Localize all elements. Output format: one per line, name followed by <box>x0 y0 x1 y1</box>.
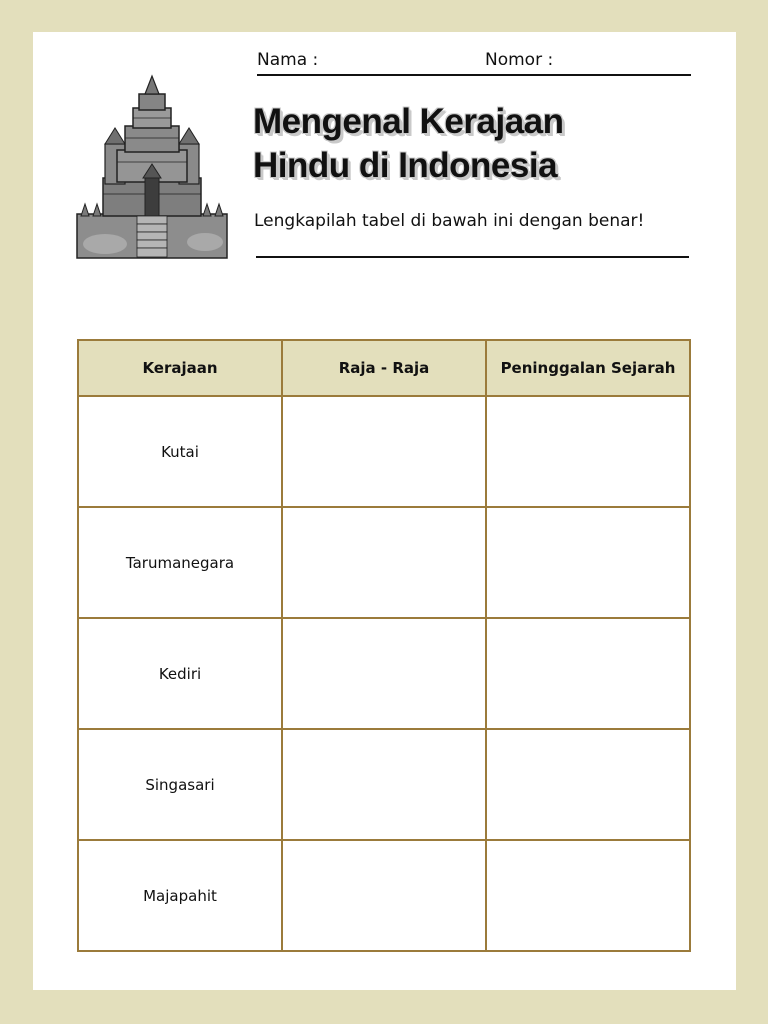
nomor-label: Nomor : <box>485 50 554 70</box>
table-row <box>78 396 690 507</box>
table-row <box>78 507 690 618</box>
column-header-raja: Raja - Raja <box>282 340 486 396</box>
kingdom-name-cell: Kutai <box>78 396 282 507</box>
peninggalan-answer-cell[interactable] <box>486 396 690 507</box>
raja-answer-cell[interactable] <box>282 729 486 840</box>
peninggalan-answer-cell[interactable] <box>486 618 690 729</box>
column-header-kerajaan: Kerajaan <box>78 340 282 396</box>
table-row <box>78 729 690 840</box>
kingdom-name-cell: Kediri <box>78 618 282 729</box>
raja-answer-cell[interactable] <box>282 618 486 729</box>
table-row <box>78 840 690 951</box>
peninggalan-answer-cell[interactable] <box>486 507 690 618</box>
peninggalan-answer-cell[interactable] <box>486 840 690 951</box>
peninggalan-answer-cell[interactable] <box>486 729 690 840</box>
worksheet-title <box>253 100 564 188</box>
nama-label: Nama : <box>257 50 319 70</box>
worksheet-page <box>33 32 736 990</box>
raja-answer-cell[interactable] <box>282 396 486 507</box>
name-number-line[interactable] <box>257 50 691 76</box>
instruction-text: Lengkapilah tabel di bawah ini dengan benar! <box>254 211 645 231</box>
table-header-row <box>78 340 690 396</box>
kingdom-table <box>77 339 691 952</box>
temple-icon <box>75 74 229 260</box>
table-row <box>78 618 690 729</box>
raja-answer-cell[interactable] <box>282 507 486 618</box>
kingdom-name-cell: Singasari <box>78 729 282 840</box>
title-line-1: Mengenal Kerajaan <box>253 102 564 141</box>
column-header-peninggalan: Peninggalan Sejarah <box>486 340 690 396</box>
raja-answer-cell[interactable] <box>282 840 486 951</box>
divider-line <box>256 256 689 258</box>
title-line-2: Hindu di Indonesia <box>253 146 558 185</box>
kingdom-name-cell: Majapahit <box>78 840 282 951</box>
kingdom-name-cell: Tarumanegara <box>78 507 282 618</box>
